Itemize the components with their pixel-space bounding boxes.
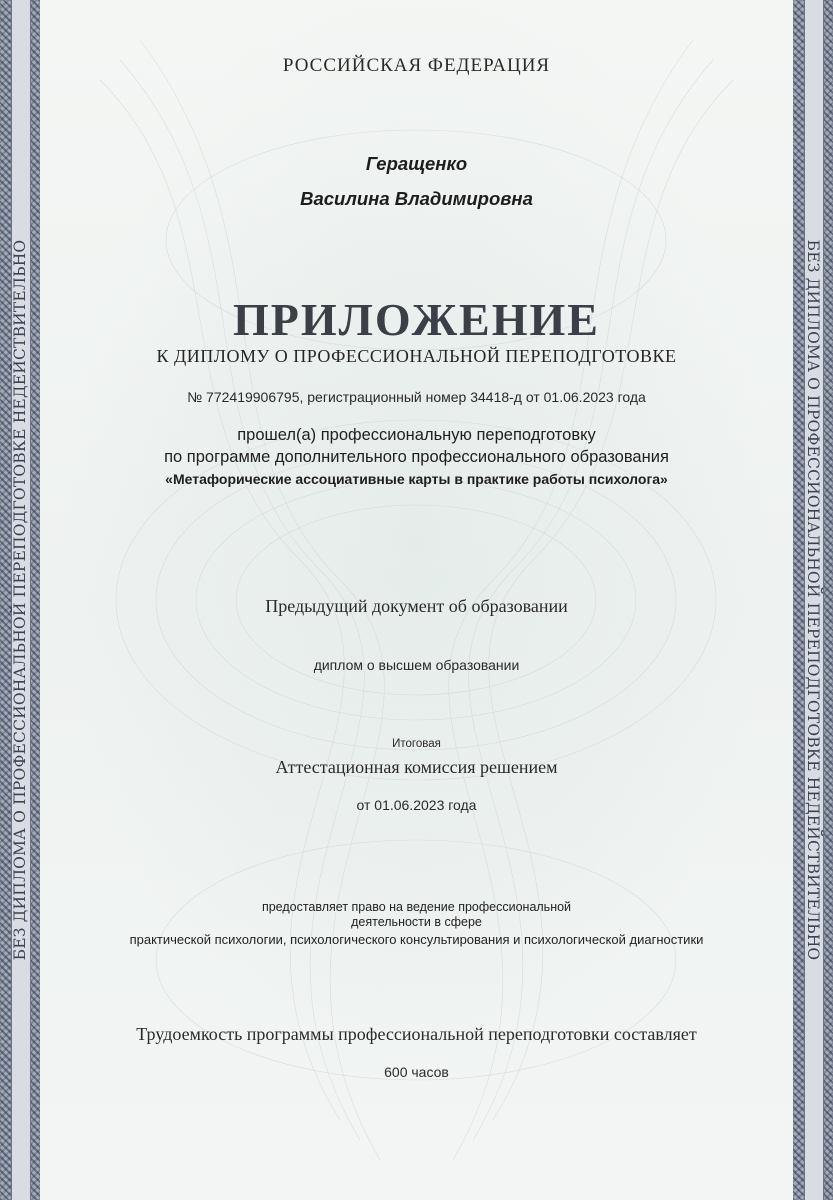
previous-document-value: диплом о высшем образовании xyxy=(313,657,520,673)
program-type-line: по программе дополнительного профессионального образования xyxy=(164,448,669,466)
document-title: ПРИЛОЖЕНИЕ xyxy=(233,294,600,345)
document-number: № 772419906795, регистрационный номер 34418-д от 01.06.2023 года xyxy=(187,389,646,405)
country-heading: РОССИЙСКАЯ ФЕДЕРАЦИЯ xyxy=(282,55,551,76)
program-hours: 600 часов xyxy=(384,1064,449,1080)
previous-document-label: Предыдущий документ об образовании xyxy=(265,596,568,616)
rights-line-2: деятельности в сфере xyxy=(351,915,482,929)
rights-line-1: предоставляет право на ведение профессиональной xyxy=(261,900,572,914)
labor-intensity-label: Трудоемкость программы профессиональной переподготовки составляет xyxy=(136,1024,697,1044)
program-name: «Метафорические ассоциативные карты в практике работы психолога» xyxy=(165,471,668,487)
document-body xyxy=(40,0,793,1200)
right-border-text: БЕЗ ДИПЛОМА О ПРОФЕССИОНАЛЬНОЙ ПЕРЕПОДГОТОВКЕ НЕДЕЙСТВИТЕЛЬНО xyxy=(804,239,822,961)
document-subtitle: К ДИПЛОМУ О ПРОФЕССИОНАЛЬНОЙ ПЕРЕПОДГОТОВКЕ xyxy=(156,346,677,366)
attestation-commission: Аттестационная комиссия решением xyxy=(275,757,558,777)
recipient-given-names: Василина Владимировна xyxy=(300,188,533,209)
final-attestation-label: Итоговая xyxy=(392,738,441,750)
left-border-text: БЕЗ ДИПЛОМА О ПРОФЕССИОНАЛЬНОЙ ПЕРЕПОДГОТОВКЕ НЕДЕЙСТВИТЕЛЬНО xyxy=(11,239,29,961)
program-intro-line: прошел(а) профессиональную переподготовку xyxy=(237,426,596,444)
rights-field: практической психологии, психологического консультирования и психологической диагностики xyxy=(129,932,704,947)
recipient-surname: Геращенко xyxy=(365,153,468,174)
attestation-date: от 01.06.2023 года xyxy=(356,797,477,813)
